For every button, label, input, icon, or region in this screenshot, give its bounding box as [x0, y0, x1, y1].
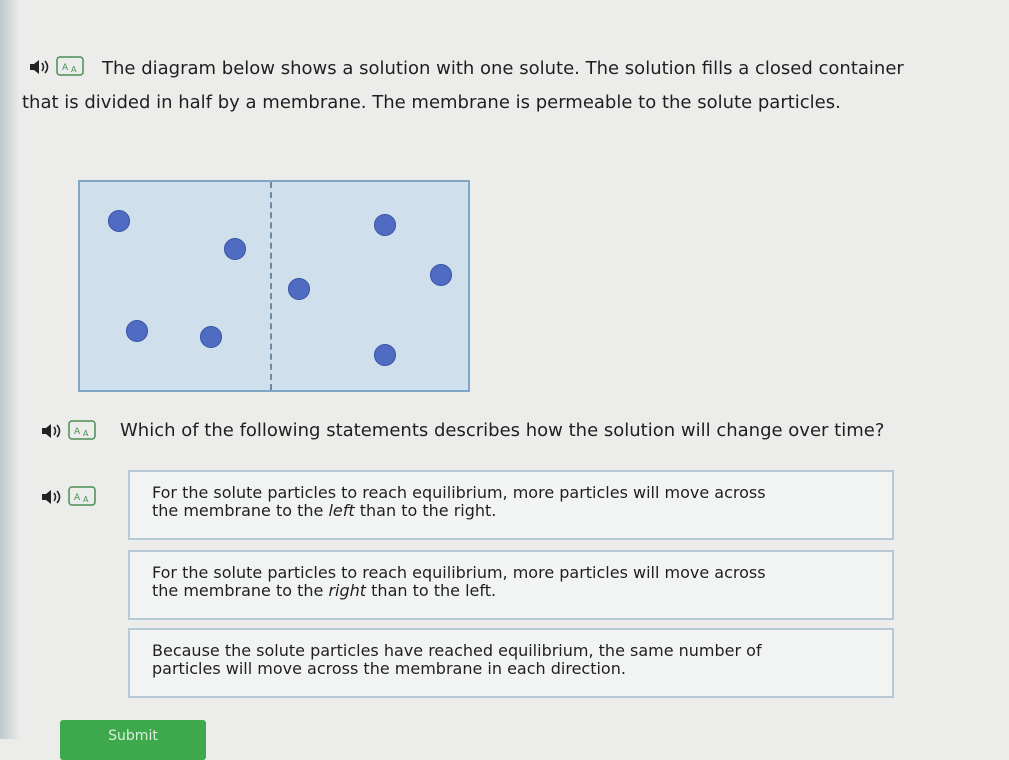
solute-particle: [224, 238, 246, 260]
answer-choice-2[interactable]: [128, 550, 894, 620]
svg-text:A: A: [62, 63, 69, 73]
membrane: [270, 182, 272, 390]
svg-text:A: A: [74, 427, 81, 437]
solute-particle: [374, 344, 396, 366]
choice-line: For the solute particles to reach equilibrium, more particles will move across: [152, 563, 766, 582]
svg-text:A: A: [83, 495, 89, 504]
question-audio-controls: [40, 420, 98, 442]
solute-particle: [108, 210, 130, 232]
solute-particle: [200, 326, 222, 348]
intro-text: [22, 52, 922, 120]
left-edge-shade: [0, 0, 20, 739]
svg-text:A: A: [83, 429, 89, 438]
language-icon[interactable]: [68, 486, 98, 508]
question-text: Which of the following statements describes how the solution will change over time?: [120, 420, 885, 441]
choice-audio-controls: [40, 486, 98, 508]
solute-particle: [430, 264, 452, 286]
language-icon[interactable]: [68, 420, 98, 442]
choice-emphasis: left: [328, 501, 355, 520]
speaker-icon[interactable]: [40, 422, 62, 440]
choice-line: than to the left.: [366, 581, 497, 600]
choice-line: the membrane to the: [152, 581, 329, 600]
choice-line: For the solute particles to reach equilibrium, more particles will move across: [152, 483, 766, 502]
svg-text:A: A: [74, 493, 81, 503]
choice-emphasis: right: [328, 581, 367, 600]
solute-particle: [374, 214, 396, 236]
choice-line: particles will move across the membrane in each direction.: [152, 659, 626, 678]
choice-line: the membrane to the: [152, 501, 329, 520]
answer-choice-1[interactable]: [128, 470, 894, 540]
svg-text:A: A: [71, 65, 77, 74]
speaker-icon[interactable]: [40, 488, 62, 506]
choice-line: Because the solute particles have reached equilibrium, the same number of: [152, 641, 762, 660]
solution-container-diagram: [78, 180, 470, 392]
solute-particle: [288, 278, 310, 300]
choice-line: than to the right.: [354, 501, 497, 520]
solute-particle: [126, 320, 148, 342]
answer-choice-3[interactable]: [128, 628, 894, 698]
submit-button[interactable]: Submit: [60, 720, 206, 760]
intro-paragraph: The diagram below shows a solution with one solute. The solution fills a closed container that is divided in half by a membrane. The membrane is permeable to the solute particles.: [22, 58, 904, 113]
